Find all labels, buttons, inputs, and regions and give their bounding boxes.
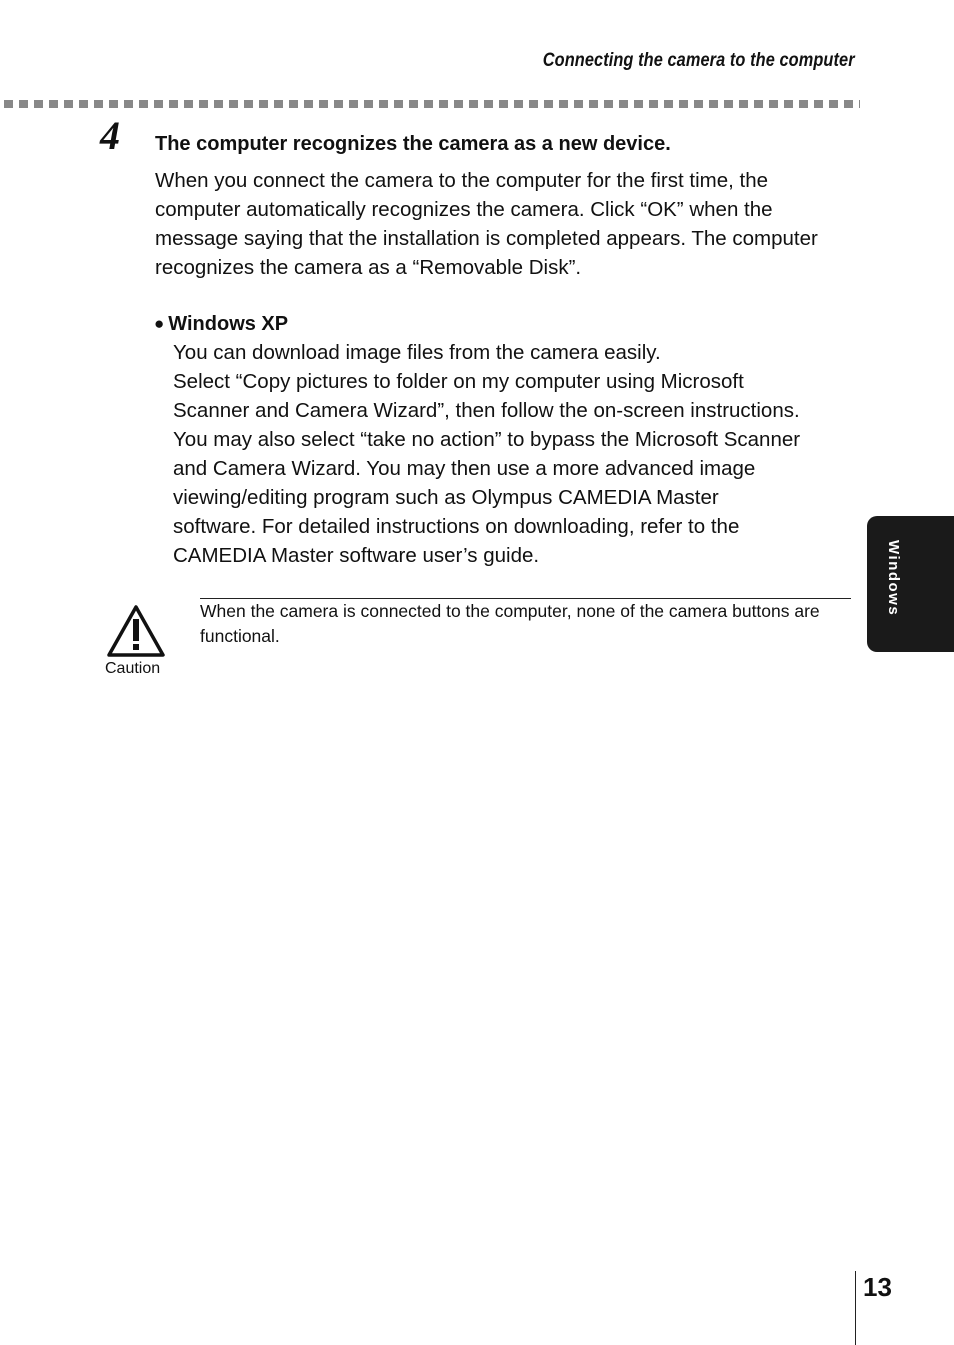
body-line: and Camera Wizard. You may then use a more advanced image [173, 457, 756, 480]
side-tab [867, 516, 954, 652]
warning-triangle-icon [106, 604, 166, 663]
caution-label: Caution [105, 660, 161, 677]
step-body: When you connect the camera to the computer for the first time, the computer automatically recognizes the camera. Click “OK” when the message saying that the installation is completed appears. The computer recognizes the camera as a “Removable Disk”. [155, 169, 818, 279]
caution-text: When the camera is connected to the computer, none of the camera buttons are functional. [200, 601, 820, 646]
page-number: 13 [863, 1272, 892, 1302]
page-number-rule [855, 1271, 856, 1345]
windows-xp-heading [154, 311, 288, 337]
windows-xp-title: Windows XP [168, 313, 289, 335]
bullet-dot-icon: ● [154, 314, 165, 333]
body-line: software. For detailed instructions on downloading, refer to the [173, 515, 740, 538]
step-title: The computer recognizes the camera as a new device. [155, 133, 671, 155]
windows-xp-body [173, 338, 863, 570]
dotted-divider [4, 100, 860, 108]
body-line: You can download image files from the camera easily. [173, 341, 661, 364]
body-line: Select “Copy pictures to folder on my computer using Microsoft [173, 370, 744, 393]
body-line: viewing/editing program such as Olympus CAMEDIA Master [173, 486, 719, 509]
step-number: 4 [100, 113, 120, 158]
body-line: Scanner and Camera Wizard”, then follow the on-screen instructions. [173, 399, 800, 422]
page-header: Connecting the camera to the computer [543, 50, 855, 71]
body-line: You may also select “take no action” to bypass the Microsoft Scanner [173, 428, 801, 451]
body-line: CAMEDIA Master software user’s guide. [173, 544, 540, 567]
side-tab-label: Windows [885, 540, 902, 617]
